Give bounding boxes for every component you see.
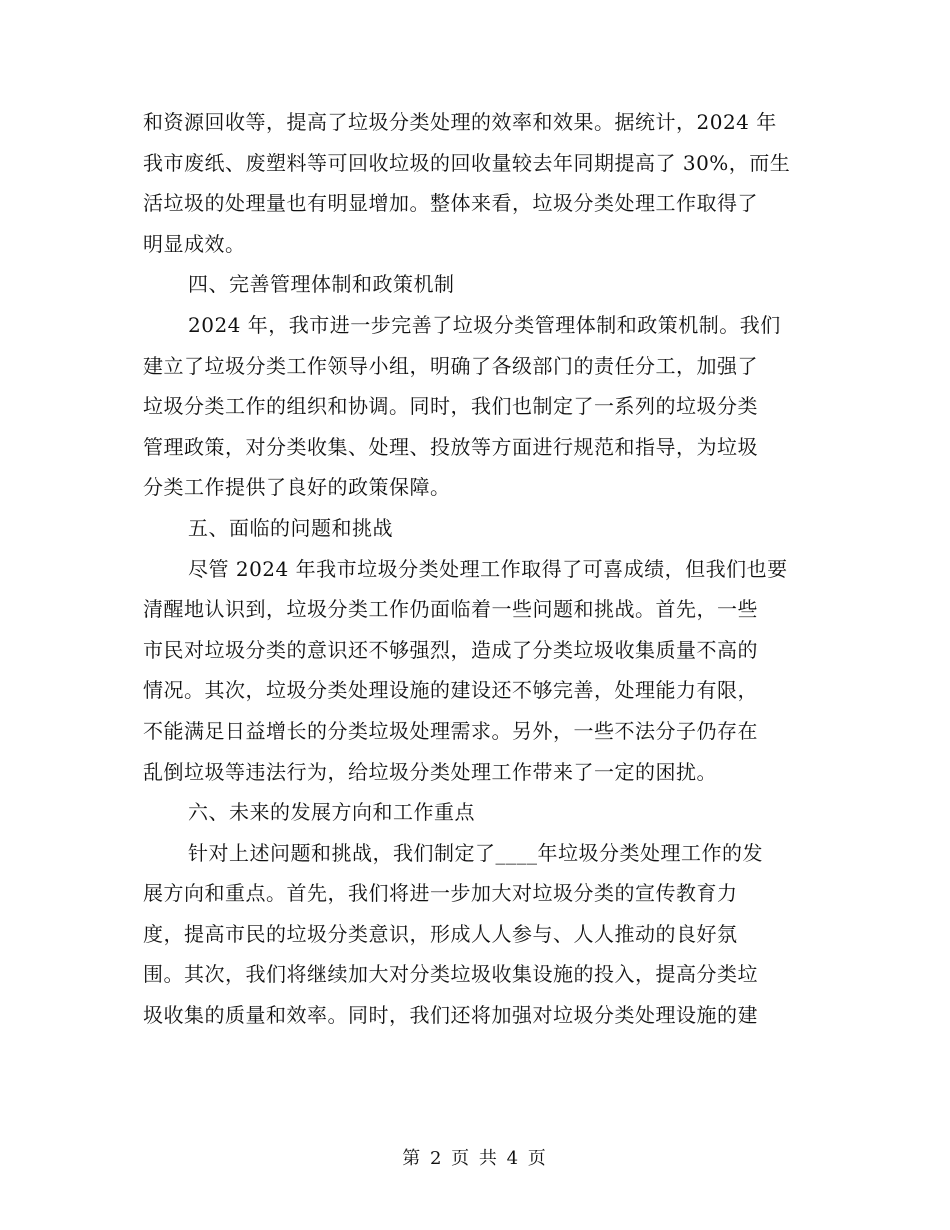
paragraph-line: 围。其次，我们将继续加大对分类垃圾收集设施的投入，提高分类垃: [143, 962, 758, 987]
paragraph-line: 明显成效。: [143, 231, 246, 256]
paragraph-line: 展方向和重点。首先，我们将进一步加大对垃圾分类的宣传教育力: [143, 881, 738, 906]
paragraph-line: 管理政策，对分类收集、处理、投放等方面进行规范和指导，为垃圾: [143, 434, 758, 459]
page-number-footer: 第 2 页 共 4 页: [402, 1148, 548, 1169]
paragraph-line: 我市废纸、废塑料等可回收垃圾的回收量较去年同期提高了 30%，而生: [143, 150, 791, 175]
paragraph-line: 尽管 2024 年我市垃圾分类处理工作取得了可喜成绩，但我们也要: [188, 556, 788, 581]
paragraph-line: 情况。其次，垃圾分类处理设施的建设还不够完善，处理能力有限，: [143, 678, 758, 703]
paragraph-line: 乱倒垃圾等违法行为，给垃圾分类处理工作带来了一定的困扰。: [143, 759, 717, 784]
paragraph-line: 不能满足日益增长的分类垃圾处理需求。另外，一些不法分子仍存在: [143, 718, 758, 743]
section-heading: 六、未来的发展方向和工作重点: [188, 800, 475, 825]
section-heading: 四、完善管理体制和政策机制: [188, 272, 455, 297]
paragraph-line: 市民对垃圾分类的意识还不够强烈，造成了分类垃圾收集质量不高的: [143, 637, 758, 662]
section-heading: 五、面临的问题和挑战: [188, 515, 393, 540]
document-body: [143, 102, 813, 1036]
paragraph-line: 度，提高市民的垃圾分类意识，形成人人参与、人人推动的良好氛: [143, 921, 738, 946]
paragraph-line: 圾收集的质量和效率。同时，我们还将加强对垃圾分类处理设施的建: [143, 1003, 758, 1028]
paragraph-line: 分类工作提供了良好的政策保障。: [143, 475, 451, 500]
paragraph-line: 垃圾分类工作的组织和协调。同时，我们也制定了一系列的垃圾分类: [143, 394, 758, 419]
paragraph-line: 2024 年，我市进一步完善了垃圾分类管理体制和政策机制。我们: [188, 312, 781, 337]
paragraph-line: 清醒地认识到，垃圾分类工作仍面临着一些问题和挑战。首先，一些: [143, 597, 758, 622]
paragraph-line: 建立了垃圾分类工作领导小组，明确了各级部门的责任分工，加强了: [143, 353, 758, 378]
paragraph-line: 活垃圾的处理量也有明显增加。整体来看，垃圾分类处理工作取得了: [143, 191, 758, 216]
paragraph-line: 和资源回收等，提高了垃圾分类处理的效率和效果。据统计，2024 年: [143, 110, 777, 134]
paragraph-line: 针对上述问题和挑战，我们制定了____年垃圾分类处理工作的发: [188, 840, 763, 865]
